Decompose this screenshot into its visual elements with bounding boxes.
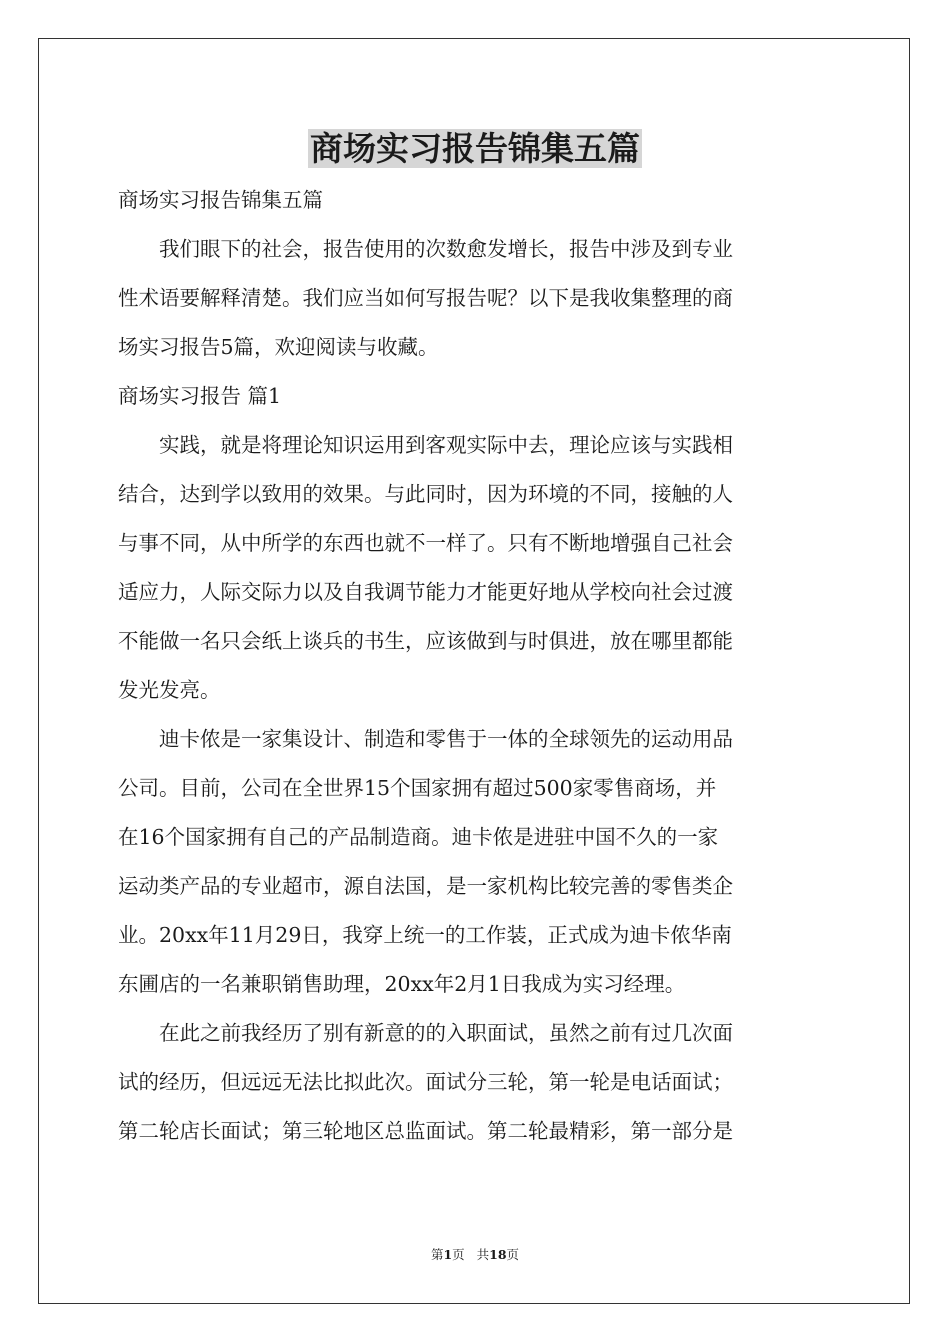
text-line: 商场实习报告锦集五篇	[118, 188, 323, 212]
footer-total-prefix: 共	[476, 1247, 490, 1262]
document-title	[0, 126, 950, 172]
document-body	[118, 176, 834, 1156]
text-line: 实践，就是将理论知识运用到客观实际中去，理论应该与实践相	[159, 433, 733, 457]
text-line: 在16个国家拥有自己的产品制造商。迪卡侬是进驻中国不久的一家	[118, 825, 719, 849]
text-line: 与事不同，从中所学的东西也就不一样了。只有不断地增强自己社会	[118, 531, 733, 555]
page-footer	[0, 1245, 950, 1263]
text-line: 不能做一名只会纸上谈兵的书生，应该做到与时俱进，放在哪里都能	[118, 629, 733, 653]
text-line: 试的经历，但远远无法比拟此次。面试分三轮，第一轮是电话面试；	[118, 1070, 733, 1094]
text-line: 结合，达到学以致用的效果。与此同时，因为环境的不同，接触的人	[118, 482, 733, 506]
text-line: 场实习报告5篇，欢迎阅读与收藏。	[118, 335, 439, 359]
text-line: 迪卡侬是一家集设计、制造和零售于一体的全球领先的运动用品	[159, 727, 733, 751]
footer-total-suffix: 页	[506, 1247, 520, 1262]
text-line: 公司。目前，公司在全世界15个国家拥有超过500家零售商场，并	[118, 776, 717, 800]
text-line: 适应力，人际交际力以及自我调节能力才能更好地从学校向社会过渡	[118, 580, 733, 604]
footer-page-number: 1	[443, 1247, 453, 1262]
text-line: 东圃店的一名兼职销售助理，20xx年2月1日我成为实习经理。	[118, 972, 686, 996]
footer-page-suffix: 页	[452, 1247, 465, 1262]
text-line: 发光发亮。	[118, 678, 221, 702]
footer-page-prefix: 第	[430, 1247, 444, 1262]
footer-total-pages: 18	[489, 1247, 507, 1262]
text-line: 性术语要解释清楚。我们应当如何写报告呢？以下是我收集整理的商	[118, 286, 733, 310]
text-line: 运动类产品的专业超市，源自法国，是一家机构比较完善的零售类企	[118, 874, 733, 898]
text-line: 业。20xx年11月29日，我穿上统一的工作装，正式成为迪卡侬华南	[118, 923, 732, 947]
text-line: 我们眼下的社会，报告使用的次数愈发增长，报告中涉及到专业	[159, 237, 733, 261]
document-title-text: 商场实习报告锦集五篇	[310, 129, 640, 168]
text-line: 在此之前我经历了别有新意的的入职面试，虽然之前有过几次面	[159, 1021, 733, 1045]
text-line: 商场实习报告 篇1	[118, 384, 282, 408]
text-line: 第二轮店长面试；第三轮地区总监面试。第二轮最精彩，第一部分是	[118, 1119, 733, 1143]
